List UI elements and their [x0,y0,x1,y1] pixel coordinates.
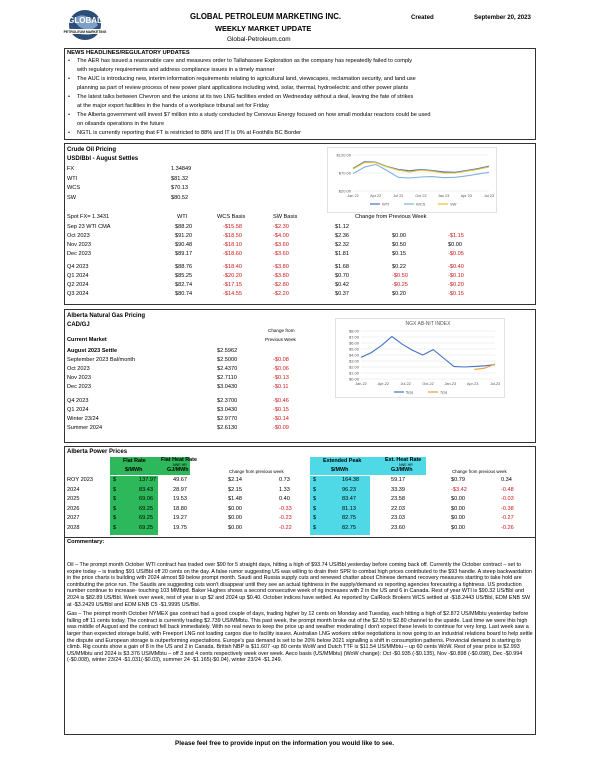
news-text: NGTL is currently reporting that FT is restricted to 88% and IT is 0% at Foothills BC Border [77,130,302,136]
currency-symbol: $ [313,477,317,483]
crude-wti-value: $85.25 [175,273,193,279]
crude-wcs-value: -$18.50 [223,233,242,239]
currency-symbol: $ [313,496,317,503]
x-tick-label: Apr 22 [370,194,382,198]
currency-symbol: $ [313,486,317,493]
crude-change-wcs: -$0.50 [392,273,408,279]
power-change-peak: $0.00 [451,525,465,531]
report-title: WEEKLY MARKET UPDATE [215,24,312,33]
power-peak-value: 83.47 [342,496,356,503]
crude-change-sw: -$0.05 [448,251,464,257]
col-change-2: Change from previous week [452,469,507,474]
y-tick-label: $8.00 [348,328,359,334]
crude-sw-value: -$3.60 [273,242,289,248]
crude-wcs-value: -$17.15 [223,282,242,288]
power-row-label: 2028 [67,525,80,531]
x-tick-label: Oct 22 [415,194,427,198]
bullet-icon [68,121,74,130]
gas-row-value: $2.4370 [217,366,238,372]
gas-row-change: -$0.13 [273,375,289,381]
crude-change-wti: $1.12 [335,224,349,230]
y-tick-label: $20.00 [338,188,351,194]
power-change-flat: $0.00 [228,525,242,531]
power-ext-value: 23.03 [391,515,405,522]
power-ext-value: 23.58 [391,496,405,503]
crude-wcs-value: -$15.58 [223,224,242,230]
col-change: Change from Previous Week [355,214,427,220]
crude-change-wti: $2.32 [335,242,349,248]
website-url: Global-Petroleum.com [227,36,291,43]
gas-row-change: -$0.08 [273,357,289,363]
power-change-peak: $0.79 [451,477,465,483]
crude-row-label: Sep 23 WTI CMA [67,224,111,230]
crude-sw-value: -$3.80 [273,264,289,270]
power-change-flat: $0.00 [228,505,242,512]
news-section [64,48,536,140]
legend-label: WCS [416,201,426,207]
bullet-icon [68,85,74,94]
power-ext-value: 33.39 [391,486,405,493]
col-sw-basis: SW Basis [273,214,298,220]
power-peak-value: 82.75 [342,525,356,531]
power-ext-value: 22.03 [391,505,405,512]
y-tick-label: $6.00 [348,340,359,346]
currency-symbol: $ [113,515,117,522]
current-market-label: Current Market [67,337,107,343]
gas-row-label: Dec 2023 [67,384,91,390]
crude-title: Crude Oil Pricing [67,147,117,153]
power-row-label: 2027 [67,515,80,522]
crude-wti-value: $90.48 [175,242,193,248]
power-change-ext: -0.48 [501,486,514,493]
crude-row-label: Oct 2023 [67,233,90,239]
news-item [68,76,534,85]
chart-title: NGX AB-NIT INDEX [405,321,451,327]
power-peak-value: 96.23 [342,486,356,493]
gas-row-value: $2.9770 [217,416,238,422]
x-tick-label: Apr 23 [460,194,472,198]
y-tick-label: $70.00 [338,170,351,176]
gas-row-value: $3.0430 [217,384,238,390]
globe-logo [60,7,110,43]
power-change-ext: -0.27 [501,515,514,522]
x-tick-label: Jul 22 [393,194,404,198]
x-tick-label: Jan 23 [437,194,450,198]
crude-sw-value: -$3.60 [273,251,289,257]
power-flat-value: 69.06 [139,496,153,503]
power-flat-value: 83.43 [139,486,153,493]
power-flat-value: 69.25 [139,515,153,522]
power-peak-value: 82.75 [342,515,356,522]
created-date: September 20, 2023 [474,14,531,21]
gas-row-change: -$0.11 [273,384,289,390]
power-row-label: 2025 [67,496,80,503]
crude-row-label: Q1 2024 [67,273,89,279]
crude-row-label: Dec 2023 [67,251,91,257]
crude-wcs-value: -$20.20 [223,273,242,279]
crude-wti-value: $91.20 [175,233,193,239]
gas-row-label: Oct 2023 [67,366,90,372]
gas-row-value: $3.0430 [217,407,238,413]
gas-row-label: Q4 2023 [67,398,89,404]
col-peak-unit: $/MWh [331,467,349,473]
gas-row-value: $2.5000 [217,357,238,363]
bullet-icon [68,67,74,76]
commentary-gas: Gas – The prompt month October NYMEX gas contract had a good couple of days, trading higher by 12 cents on Monday and Tuesday, each hitting a high of $2.872 US/MMbtu yesterday before falling off 11 cents today. The contract is currently trading $2.739 US/MMbtu. This past week, the prompt month broke out of the $2.50 to $2.80 channel to the upside. Last time we were this high was middle of August and the contract fell back immediately. With no real news to keep the price up and weather moderating I don't expect these levels to continue for very long. Last week saw a larger than expected storage build, with Freeport LNG not loading cargos due to facility issues. Australian LNG workers strike negotiations is now going to an industrial relations board to help settle the dispute and European storage is outperforming expectations. Europe's gas demand is set to be 20% below 2021 signalling a shift in consumption patterns. Provincial demand is starting to climb. Rig counts show a gain of 8 in the US and 2 in Canada. British NBP is $11.607 -up 80 cents WoW and Dutch TTF is $11.54 US/MMbtu – up 60 cents WoW. Rest of year price is $2.993 US/MMbtu and 2024 is $3.376 US/MMbtu – off 3 and 4 cents respectively week over week. Aeco basis (US/MMbtu) (WoW change): Oct -$0.935 (-$0.135), Nov -$0.898 (-$0.098), Dec -$0.994 (-$0.008), winter 23/24 -$1.031(-$0.03), summer 24 -$1.165(-$0.04), winter 23/24 -$1.249. [67,611,533,664]
bullet-icon: • [68,112,70,118]
crude-wcs-value: -$14.55 [223,291,242,297]
x-tick-label: Apr-22 [377,382,390,386]
crude-change-sw: $0.00 [448,242,462,248]
legend-label: 7(a) [440,389,448,395]
change-header-2: Previous Week [265,337,296,342]
col-change-1: Change from previous week [229,469,284,474]
crude-sw-value: -$4.00 [273,233,289,239]
gas-row-value: $2.7110 [217,375,237,381]
power-row-label: 2024 [67,486,80,493]
currency-symbol: $ [113,525,117,531]
power-change-flat: $2.15 [228,486,242,493]
news-item [68,94,534,103]
settle-label: FX [67,166,75,172]
crude-change-wcs: $0.22 [392,264,406,270]
crude-change-wti: $0.70 [335,273,349,279]
power-heat-value: 19.75 [173,525,187,531]
crude-change-wcs: $0.15 [392,251,406,257]
currency-symbol: $ [313,525,317,531]
gas-row-value: $2.5962 [217,348,238,354]
col-ext-unit: GJ/MWh [391,467,413,473]
news-text: planning as part of review process of new power plant applications including wind, solar, thermal, hydroelectric and other power plants [77,85,409,91]
crude-change-wti: $1.81 [335,251,349,257]
crude-wti-value: $80.74 [175,291,193,297]
crude-change-wti: $2.36 [335,233,349,239]
col-heat-rate: Flat Heat Rate [161,457,197,463]
gas-row-value: $2.3700 [217,398,238,404]
y-tick-label: $7.00 [348,334,359,340]
power-change-heat: -0.23 [279,515,292,522]
gas-row-value: $2.6130 [217,425,238,431]
bullet-icon: • [68,76,70,82]
power-change-heat: -0.33 [279,505,292,512]
crude-change-wcs: $0.00 [392,233,406,239]
crude-price-chart [327,147,497,213]
power-change-flat: $2.14 [228,477,242,483]
crude-sw-value: -$2.80 [273,282,289,288]
power-change-flat: $0.00 [228,515,242,522]
crude-subtitle: USD/Bbl - August Settles [67,156,139,162]
news-text: The Alberta government will invest $7 million into a study conducted by Cenovus Energy focused on how small modular reactors could be used [77,112,431,118]
bullet-icon: • [68,130,70,136]
crude-sw-value: -$2.30 [273,224,289,230]
col-heat-sub: NNE HR [173,463,187,467]
settle-label: SW [67,194,77,201]
power-ext-value: 23.60 [391,525,405,531]
bullet-icon [68,103,74,112]
x-tick-label: Jul-23 [489,382,501,386]
gas-subtitle: CAD/GJ [67,322,90,328]
x-tick-label: Jan-22 [355,382,367,386]
x-tick-label: Jul 23 [483,194,495,198]
crude-row-label: Nov 2023 [67,242,91,248]
col-ext-sub: NNE HR [399,463,413,467]
gas-row-change: -$0.14 [273,416,289,422]
news-text: with regulatory requirements and address compliance issues in a timely manner [77,67,275,73]
crude-row-label: Q2 2024 [67,282,89,288]
x-tick-label: Jan-23 [444,382,457,386]
power-row-label: 2026 [67,505,80,512]
crude-change-wti: $1.68 [335,264,349,270]
news-item [68,58,534,67]
crude-change-wti: $0.42 [335,282,349,288]
crude-section [64,143,536,305]
commentary-section [64,538,536,735]
crude-row-label: Q3 2024 [67,291,89,297]
power-heat-value: 19.53 [173,496,187,503]
col-wti: WTI [177,214,188,220]
power-flat-value: 69.25 [139,525,153,531]
news-text: The AUC is introducing new, interim information requirements relating to agricultural land, viewscapes, reclamation security, and land use [77,76,416,82]
settle-value: $70.13 [171,185,189,191]
y-tick-label: $1.00 [348,370,359,376]
commentary-oil: Oil – The prompt month October WTI contract has traded over $90 for 5 straight days, hitting a high of $93.74 US/Bbl yesterday before coming back off. Currently the October contract – set to expire today – is trading $91 US/Bbl off 20 cents on the day. A false rumor suggesting US was willing to drain their SPR to combat high prices contributed to the $93 handle. A steep backwardation in the price charts is building with 2024 almost $9 below prompt month. Saudi and Russia supply cuts and renewed chatter about Chinese demand recovery measures starting to take hold are contributing the price run. The Saudis are suggesting cuts won't disappear until they see an actual tightness in the supply/demand vs reporting agencies forecasting a tightness. US production number continue to increase- touching 103 MMbpd. Baker Hughes shows a second consecutive week of rig increases with 2 in the US and 6 in Canada. Rest of year WTI is $90.32 US/Bbl and 2024 is $82.89 US/Bbl. Week over week, rest of year is up $2 and 2024 up $0.40. October indices have settled. As reported by CalRock Brokers WCS settled at -$18.2443 US/Bbl, EDM ENB SW at -$3.2429 US/Bbl and EDM ENB C5 -$1.9995 US/Bbl. [67,562,532,608]
y-tick-label: $0.00 [348,376,359,382]
crude-wti-value: $89.17 [175,251,193,257]
currency-symbol: $ [313,515,317,522]
gas-row-label: Q1 2024 [67,407,89,413]
power-heat-value: 18.80 [173,505,187,512]
crude-change-sw: -$0.40 [448,264,464,270]
power-title: Alberta Power Prices [67,449,128,455]
news-item [68,130,534,139]
gas-row-label: August 2023 Settle [67,348,118,354]
currency-symbol: $ [113,477,117,483]
crude-change-wcs: $0.50 [392,242,406,248]
col-wcs-basis: WCS Basis [217,214,246,220]
power-change-ext: 0.34 [501,477,512,483]
power-ext-value: 59.17 [391,477,405,483]
y-tick-label: $4.00 [348,352,359,358]
news-item [68,121,534,130]
power-heat-value: 28.97 [173,486,187,493]
ngx-index-chart [335,318,505,398]
ext-peak-column [310,476,370,535]
crude-change-wcs: $0.20 [392,291,406,297]
company-name: GLOBAL PETROLEUM MARKETING INC. [190,12,342,21]
gas-row-change: -$0.15 [273,407,289,413]
settle-value: $81.32 [171,175,189,182]
currency-symbol: $ [113,496,117,503]
power-change-peak: $0.00 [451,505,465,512]
crude-wti-value: $82.74 [175,282,193,288]
bullet-icon: • [68,94,70,100]
news-text: at the major export facilities in the hands of a workplace tribunal set for Friday [77,103,269,109]
power-change-heat: -0.22 [279,525,292,531]
gas-row-label: Summer 2024 [67,425,103,431]
crude-change-sw: -$1.15 [448,233,464,239]
power-heat-value: 49.67 [173,477,187,483]
spot-fx: Spot FX= 1.3431 [67,214,110,220]
gas-title: Alberta Natural Gas Pricing [67,313,146,319]
x-tick-label: Jan 22 [347,194,359,198]
col-heat-unit: GJ/MWh [167,467,189,473]
news-text: on oilsands operations in the future [77,121,165,127]
gas-row-change: -$0.06 [273,366,289,372]
power-change-ext: -0.03 [501,496,514,503]
settle-label: WTI [67,175,78,182]
power-flat-value: 69.25 [139,505,153,512]
gas-row-label: Winter 23/24 [67,416,99,422]
settle-value: 1.34849 [171,166,192,172]
power-flat-value: 137.97 [139,477,157,483]
power-change-heat: 0.73 [279,477,290,483]
news-title: NEWS HEADLINES/REGULATORY UPDATES [67,50,190,56]
crude-wti-value: $88.76 [175,264,193,270]
power-change-peak: $0.00 [451,515,465,522]
crude-wcs-value: -$18.40 [223,264,242,270]
commentary-title: Commentary: [67,539,105,545]
power-peak-value: 81.13 [342,505,356,512]
currency-symbol: $ [113,505,117,512]
power-change-peak: -$3.42 [451,486,467,493]
gas-row-change: -$0.46 [273,398,289,404]
gas-row-change: -$0.09 [273,425,289,431]
x-tick-label: Jul-22 [400,382,411,386]
power-change-peak: $0.00 [451,496,465,503]
gas-section [64,309,536,443]
gas-row-label: Nov 2023 [67,375,91,381]
legend-label: 5(a) [406,389,414,395]
power-peak-value: 164.38 [342,477,360,483]
news-item [68,103,534,112]
legend-label: SW [450,201,457,207]
footer-note: Please feel free to provide input on the information you would like to see. [175,740,395,747]
x-tick-label: Oct-22 [422,382,434,386]
crude-sw-value: -$3.80 [273,273,289,279]
logo-text: GLOBAL [68,16,102,25]
bullet-icon: • [68,58,70,64]
logo-subtext: PETROLEUM MARKETING [63,30,107,34]
y-tick-label: $3.00 [348,358,359,364]
news-text: The AER has issued a reasonable care and measures order to Tallahassee Exploration as the company has repeatedly failed to comply [77,58,413,64]
currency-symbol: $ [313,505,317,512]
power-change-heat: 1.33 [279,486,290,493]
col-ext-heat: Ext. Heat Rate [385,457,422,463]
crude-wti-value: $88.20 [175,224,193,230]
settle-value: $80.52 [171,194,189,201]
crude-change-sw: -$0.15 [448,291,464,297]
crude-change-sw: -$0.10 [448,273,464,279]
y-tick-label: $5.00 [348,346,359,352]
crude-row-label: Q4 2023 [67,264,89,270]
chart-frame [328,148,497,213]
crude-change-wti: $0.37 [335,291,349,297]
news-item [68,67,534,76]
change-header-1: Change from [268,328,295,333]
power-change-flat: $1.48 [228,496,242,503]
power-change-ext: -0.38 [501,505,514,512]
created-label: Created [411,14,434,21]
y-tick-label: $120.00 [336,152,351,158]
power-change-heat: 0.40 [279,496,290,503]
crude-change-wcs: -$0.25 [392,282,408,288]
x-tick-label: Apr-23 [466,382,479,386]
news-item [68,112,534,121]
power-section [64,446,536,538]
settle-label: WCS [67,185,81,191]
legend-label: WTI [382,201,390,207]
currency-symbol: $ [113,486,117,493]
col-flat-unit: $/MWh [125,467,143,473]
crude-change-sw: -$0.20 [448,282,464,288]
crude-sw-value: -$2.20 [273,291,289,297]
power-change-ext: -0.26 [501,525,514,531]
news-text: The latest talks between Chevron and the unions at its two LNG facilities ended on Wednesday without a deal, leaving the fate of strikes [77,94,414,100]
gas-row-label: September 2023 Bal/month [67,357,136,363]
crude-wcs-value: -$18.60 [223,251,242,257]
col-ext-peak: Extended Peak [323,458,362,464]
power-heat-value: 19.27 [173,515,187,522]
col-flat-rate: Flat Rate [123,458,146,464]
power-row-label: ROY 2023 [67,477,94,483]
y-tick-label: $2.00 [348,364,359,370]
crude-wcs-value: -$18.10 [223,242,242,248]
news-item [68,85,534,94]
